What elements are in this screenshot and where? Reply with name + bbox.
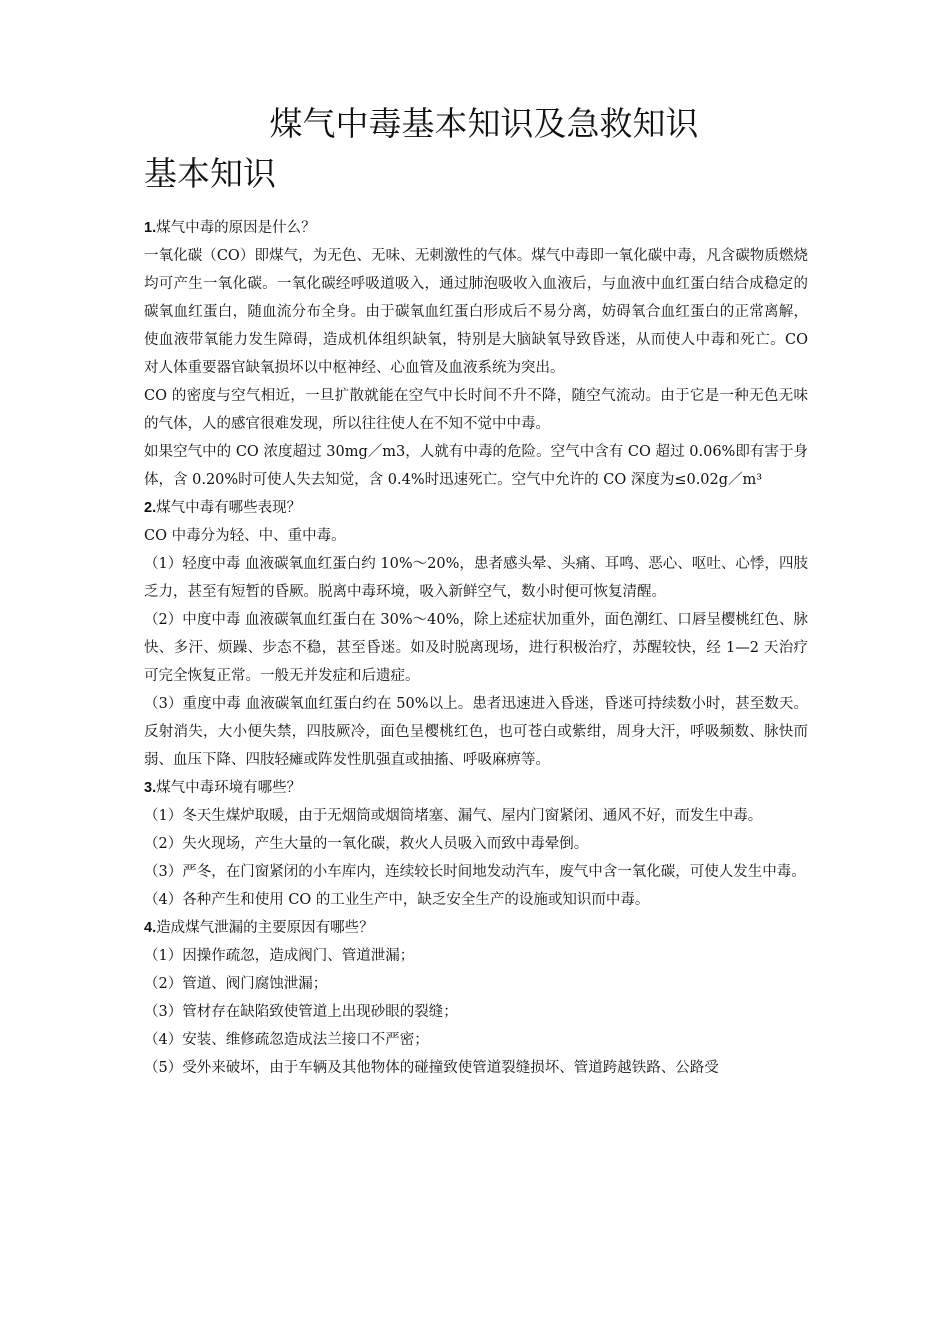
document-title: 煤气中毒基本知识及急救知识 bbox=[269, 104, 699, 143]
question-text: 造成煤气泄漏的主要原因有哪些？ bbox=[156, 920, 374, 936]
question-text: 煤气中毒环境有哪些？ bbox=[156, 780, 302, 796]
question-4 bbox=[144, 914, 808, 942]
list-item: （4）安装、维修疏忽造成法兰接口不严密； bbox=[144, 1032, 429, 1048]
paragraph: （2）中度中毒 血液碳氧血红蛋白在 30%～40%，除上述症状加重外，面色潮红、口唇呈樱桃红色、脉快、多汗、烦躁、步态不稳，甚至昏迷。如及时脱离现场，进行积极治疗，苏醒较快，经 1—2 天治疗可完全恢复正常。一般无并发症和后遗症。 bbox=[144, 612, 808, 684]
paragraph: 一氧化碳（CO）即煤气，为无色、无味、无刺激性的气体。煤气中毒即一氧化碳中毒，凡含碳物质燃烧均可产生一氧化碳。一氧化碳经呼吸道吸入，通过肺泡吸收入血液后，与血液中血红蛋白结合成稳定的碳氧血红蛋白，随血流分布全身。由于碳氧血红蛋白形成后不易分离，妨碍氧合血红蛋白的正常离解，使血液带氧能力发生障碍，造成机体组织缺氧，特别是大脑缺氧导致昏迷，从而使人中毒和死亡。CO 对人体重要器官缺氧损坏以中枢神经、心血管及血液系统为突出。 bbox=[144, 248, 808, 376]
paragraph: （3）严冬，在门窗紧闭的小车库内，连续较长时间地发动汽车，废气中含一氧化碳，可使人发生中毒。 bbox=[144, 864, 806, 880]
question-text: 煤气中毒有哪些表现？ bbox=[156, 500, 302, 516]
paragraph: （1）冬天生煤炉取暖，由于无烟筒或烟筒堵塞、漏气、屋内门窗紧闭、通风不好，而发生中毒。 bbox=[144, 808, 763, 824]
question-number: 1. bbox=[144, 220, 157, 236]
paragraph: （1）轻度中毒 血液碳氧血红蛋白约 10%～20%，患者感头晕、头痛、耳鸣、恶心、呕吐、心悸，四肢乏力，甚至有短暂的昏厥。脱离中毒环境，吸入新鲜空气，数小时便可恢复清醒。 bbox=[144, 556, 808, 600]
paragraph: CO 中毒分为轻、中、重中毒。 bbox=[144, 528, 346, 544]
list-item: （1）因操作疏忽，造成阀门、管道泄漏； bbox=[144, 948, 415, 964]
paragraph: 如果空气中的 CO 浓度超过 30mg／m3，人就有中毒的危险。空气中含有 CO 超过 0.06%即有害于身体，含 0.20%时可使人失去知觉，含 0.4%时迅速死亡。空气中允许的 CO 深度为≤0.02g／m³ bbox=[144, 444, 808, 488]
question-number: 3. bbox=[144, 780, 157, 796]
list-item: （2）管道、阀门腐蚀泄漏； bbox=[144, 976, 328, 992]
paragraph: （2）失火现场，产生大量的一氧化碳，救火人员吸入而致中毒晕倒。 bbox=[144, 836, 589, 852]
question-text: 煤气中毒的原因是什么？ bbox=[156, 220, 316, 236]
paragraph: （3）重度中毒 血液碳氧血红蛋白约在 50%以上。患者迅速进入昏迷，昏迷可持续数小时，甚至数天。反射消失，大小便失禁，四肢厥冷，面色呈樱桃红色，也可苍白或紫绀，周身大汗，呼吸频数、脉快而弱、血压下降、四肢轻瘫或阵发性肌强直或抽搐、呼吸麻痹等。 bbox=[144, 696, 808, 768]
question-2 bbox=[144, 494, 808, 522]
document-body bbox=[144, 214, 808, 1082]
list-item: （5）受外来破坏，由于车辆及其他物体的碰撞致使管道裂缝损坏、管道跨越铁路、公路受 bbox=[144, 1060, 719, 1076]
question-1 bbox=[144, 214, 808, 242]
paragraph: （4）各种产生和使用 CO 的工业生产中，缺乏安全生产的设施或知识而中毒。 bbox=[144, 892, 650, 908]
list-item: （3）管材存在缺陷致使管道上出现砂眼的裂缝； bbox=[144, 1004, 458, 1020]
section-heading: 基本知识 bbox=[144, 154, 276, 193]
question-number: 2. bbox=[144, 500, 157, 516]
question-3 bbox=[144, 774, 808, 802]
question-number: 4. bbox=[144, 920, 157, 936]
paragraph: CO 的密度与空气相近，一旦扩散就能在空气中长时间不升不降，随空气流动。由于它是一种无色无味的气体，人的感官很难发现，所以往往使人在不知不觉中中毒。 bbox=[144, 388, 808, 432]
